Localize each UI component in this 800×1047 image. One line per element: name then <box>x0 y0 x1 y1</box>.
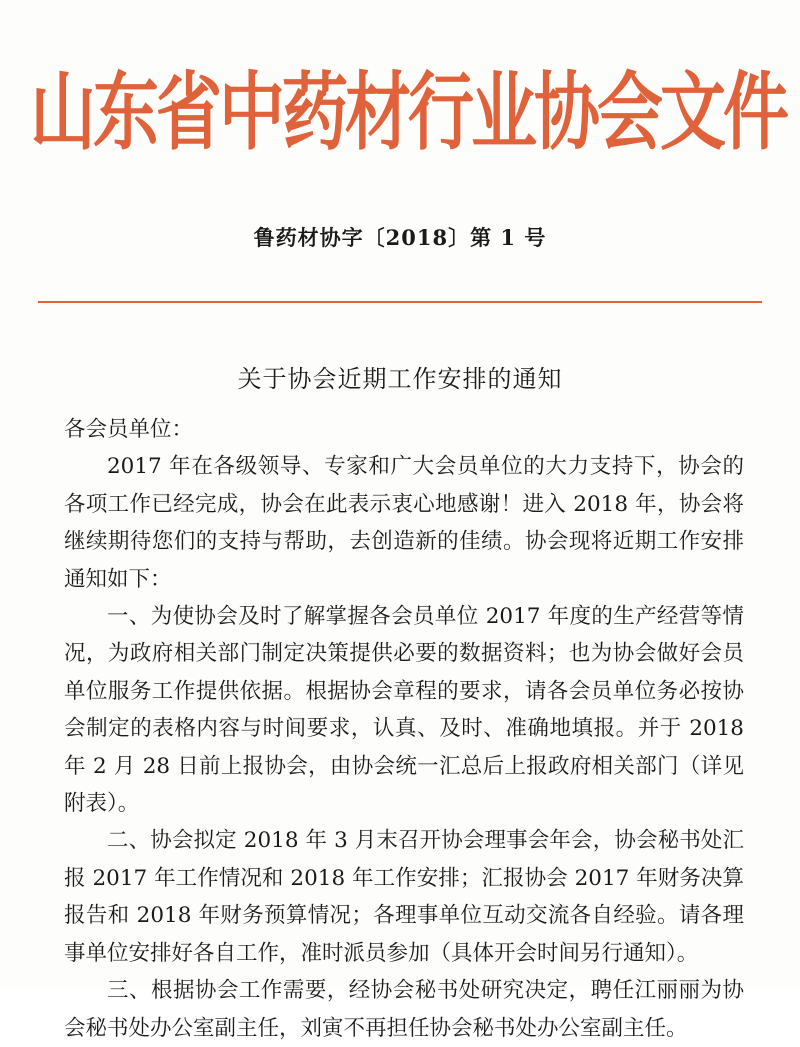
paragraph-intro: 2017 年在各级领导、专家和广大会员单位的大力支持下，协会的各项工作已经完成，协会在此表示衷心地感谢！进入 2018 年，协会将继续期待您们的支持与帮助，去创造新的佳绩。协会现将近期工作安排通知如下： <box>64 454 744 592</box>
letterhead-title: 山东省中药材行业协会文件 <box>30 63 786 162</box>
notice-body <box>64 411 744 1047</box>
document-number: 鲁药材协字〔2018〕第 1 号 <box>253 225 547 250</box>
paragraph-item-2: 二、协会拟定 2018 年 3 月末召开协会理事会年会，协会秘书处汇报 2017 年工作情况和 2018 年工作安排；汇报协会 2017 年财务决算报告和 2018 年财务预算情况；各理事单位互动交流各自经验。请各理事单位安排好各自工作，准时派员参加（具体开会时间另行通知）。 <box>64 828 744 966</box>
notice-title: 关于协会近期工作安排的通知 <box>237 365 563 393</box>
letterhead-divider <box>38 301 762 303</box>
salutation: 各会员单位： <box>64 417 194 442</box>
paragraph-item-1: 一、为使协会及时了解掌握各会员单位 2017 年度的生产经营等情况，为政府相关部门制定决策提供必要的数据资料；也为协会做好会员单位服务工作提供依据。根据协会章程的要求，请各会员单位务必按协会制定的表格内容与时间要求，认真、及时、准确地填报。并于 2018 年 2 月 28 日前上报协会，由协会统一汇总后上报政府相关部门（详见附表）。 <box>64 604 744 817</box>
paragraph-item-3: 三、根据协会工作需要，经协会秘书处研究决定，聘任江丽丽为协会秘书处办公室副主任，刘寅不再担任协会秘书处办公室副主任。 <box>64 978 744 1041</box>
